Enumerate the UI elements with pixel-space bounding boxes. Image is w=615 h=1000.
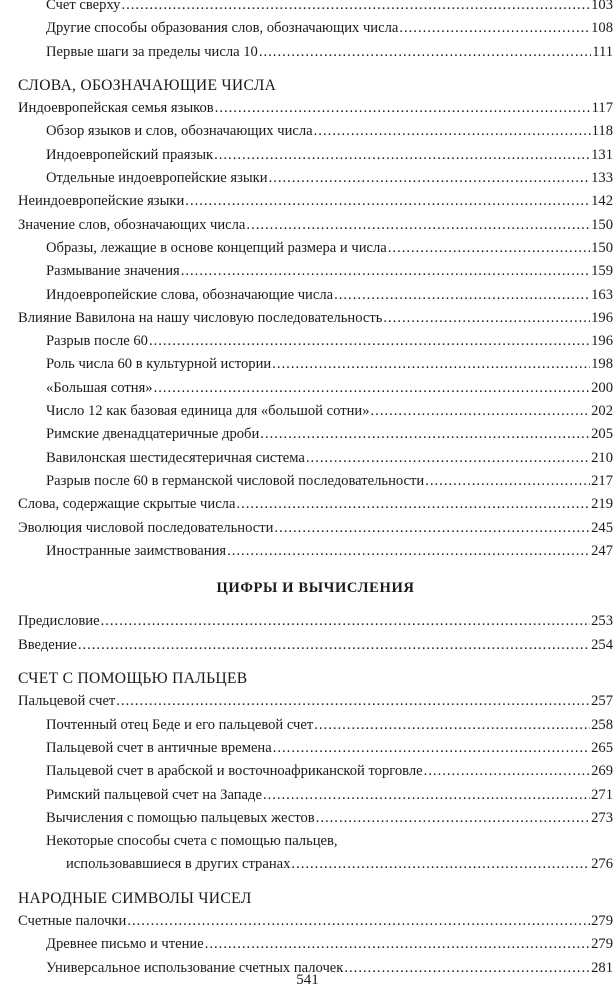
toc-entry [18,784,613,807]
entry-title: Некоторые способы счета с помощью пальцев, [46,833,338,850]
entry-page: 200 [591,379,613,396]
dot-leader [121,0,590,17]
entry-title: Индоевропейская семья языков [18,100,214,117]
toc-entry [18,377,613,400]
dot-leader [334,284,590,307]
entry-title: Обзор языков и слов, обозначающих числа [46,123,313,140]
toc-entry [18,910,613,933]
entry-page: 103 [591,0,613,13]
toc-group-5 [18,910,613,980]
entry-page: 133 [591,170,613,187]
entry-title: Число 12 как базовая единица для «большой сотни» [46,403,370,420]
dot-leader [274,517,590,540]
toc-entry [18,41,613,64]
part-title-digits: ЦИФРЫ И ВЫЧИСЛЕНИЯ [216,580,415,597]
entry-title: Размывание значения [46,263,180,280]
toc-entry [18,807,613,830]
entry-page: 276 [591,856,613,873]
entry-page: 245 [591,519,613,536]
toc-entry [18,307,613,330]
section-title-fingers: СЧЕТ С ПОМОЩЬЮ ПАЛЬЦЕВ [18,670,248,688]
toc-entry [18,214,613,237]
toc-entry [18,447,613,470]
entry-title: Другие способы образования слов, обозначающих числа [46,20,399,37]
toc-entry [18,540,613,563]
entry-title: Предисловие [18,613,100,630]
entry-title: Первые шаги за пределы числа 10 [46,43,258,60]
entry-title: Пальцевой счет в античные времена [46,739,272,756]
toc-entry [18,634,613,657]
toc-entry [18,167,613,190]
entry-page: 198 [591,356,613,373]
toc-entry [18,120,613,143]
dot-leader [259,41,591,64]
dot-leader [101,610,591,633]
entry-page: 257 [591,693,613,710]
dot-leader [425,470,590,493]
dot-leader [399,17,590,40]
entry-page: 108 [591,20,613,37]
dot-leader [78,634,590,657]
toc-entry [18,690,613,713]
entry-page: 118 [591,123,613,140]
dot-leader [260,423,590,446]
dot-leader [236,493,590,516]
toc-entry [18,400,613,423]
toc-group-1 [18,0,613,64]
toc-entry [18,493,613,516]
section-title-words: СЛОВА, ОБОЗНАЧАЮЩИЕ ЧИСЛА [18,76,277,94]
toc-group-3 [18,610,613,657]
entry-page: 273 [591,809,613,826]
entry-title: Индоевропейские слова, обозначающие числа [46,286,334,303]
toc-entry [18,470,613,493]
toc-entry [18,353,613,376]
entry-page: 159 [591,263,613,280]
toc-entry [18,260,613,283]
dot-leader [371,400,591,423]
toc-entry [18,17,613,40]
entry-page: 253 [591,613,613,630]
entry-title: Почтенный отец Беде и его пальцевой счет [46,716,314,733]
toc-entry [18,330,613,353]
entry-page: 217 [591,472,613,489]
dot-leader [388,237,590,260]
entry-title: Вычисления с помощью пальцевых жестов [46,809,315,826]
entry-page: 111 [592,43,613,60]
dot-leader [116,690,590,713]
entry-page: 219 [591,496,613,513]
entry-page: 271 [591,786,613,803]
entry-page: 254 [591,636,613,653]
entry-title: Слова, содержащие скрытые числа [18,496,236,513]
dot-leader [273,737,590,760]
dot-leader [205,933,590,956]
entry-title: «Большая сотня» [46,379,153,396]
entry-page: 163 [591,286,613,303]
dot-leader [263,784,590,807]
dot-leader [246,214,590,237]
entry-title: использовавшиеся в других странах [66,856,291,873]
toc-entry [18,284,613,307]
entry-title: Универсальное использование счетных палочек [46,959,344,976]
entry-page: 131 [591,146,613,163]
toc-entry [18,714,613,737]
toc-entry-multiline-line2 [18,853,613,876]
dot-leader [185,190,590,213]
dot-leader [154,377,591,400]
entry-title: Введение [18,636,77,653]
toc-entry [18,610,613,633]
toc-group-2 [18,97,613,563]
entry-page: 196 [591,333,613,350]
entry-title: Разрыв после 60 [46,333,148,350]
entry-title: Влияние Вавилона на нашу числовую последовательность [18,309,383,326]
toc-entry [18,517,613,540]
entry-title: Пальцевой счет [18,693,116,710]
entry-page: 117 [591,100,613,117]
toc-entry [18,933,613,956]
entry-page: 150 [591,239,613,256]
entry-title: Римские двенадцатеричные дроби [46,426,260,443]
entry-page: 210 [591,449,613,466]
entry-page: 279 [591,912,613,929]
dot-leader [272,353,590,376]
toc-entry [18,144,613,167]
entry-title: Роль числа 60 в культурной истории [46,356,272,373]
dot-leader [383,307,590,330]
entry-title: Эволюция числовой последовательности [18,519,274,536]
toc-entry [18,760,613,783]
entry-title: Древнее письмо и чтение [46,936,204,953]
entry-title: Римский пальцевой счет на Западе [46,786,262,803]
entry-title: Индоевропейский праязык [46,146,214,163]
dot-leader [424,760,590,783]
entry-title: Неиндоевропейские языки [18,193,185,210]
toc-entry-multiline-line1 [18,830,613,853]
entry-page: 279 [591,936,613,953]
table-of-contents [18,0,613,980]
toc-entry [18,97,613,120]
toc-entry [18,737,613,760]
toc-entry [18,0,613,17]
dot-leader [269,167,591,190]
entry-title: Разрыв после 60 в германской числовой последовательности [46,472,425,489]
entry-page: 265 [591,739,613,756]
toc-entry [18,190,613,213]
entry-page: 202 [591,403,613,420]
entry-title: Отдельные индоевропейские языки [46,170,268,187]
entry-page: 205 [591,426,613,443]
dot-leader [149,330,590,353]
dot-leader [214,144,590,167]
entry-page: 142 [591,193,613,210]
entry-title: Образы, лежащие в основе концепций размера и числа [46,239,387,256]
entry-title: Иностранные заимствования [46,542,227,559]
entry-page: 258 [591,716,613,733]
dot-leader [314,714,590,737]
entry-page: 196 [591,309,613,326]
dot-leader [127,910,590,933]
dot-leader [316,807,590,830]
entry-page: 247 [591,542,613,559]
toc-group-4 [18,690,613,830]
dot-leader [306,447,590,470]
entry-page: 150 [591,216,613,233]
dot-leader [215,97,591,120]
entry-title: Счет сверху [46,0,121,13]
entry-title: Пальцевой счет в арабской и восточноафриканской торговле [46,763,423,780]
entry-page: 269 [591,763,613,780]
toc-entry [18,423,613,446]
entry-title: Счетные палочки [18,912,127,929]
entry-title: Значение слов, обозначающих числа [18,216,246,233]
page-number: 541 [296,972,319,988]
section-title-folk-symbols: НАРОДНЫЕ СИМВОЛЫ ЧИСЕЛ [18,889,252,907]
dot-leader [291,853,590,876]
toc-entry [18,237,613,260]
dot-leader [314,120,591,143]
dot-leader [227,540,590,563]
entry-page: 281 [591,959,613,976]
entry-title: Вавилонская шестидесятеричная система [46,449,305,466]
dot-leader [181,260,590,283]
